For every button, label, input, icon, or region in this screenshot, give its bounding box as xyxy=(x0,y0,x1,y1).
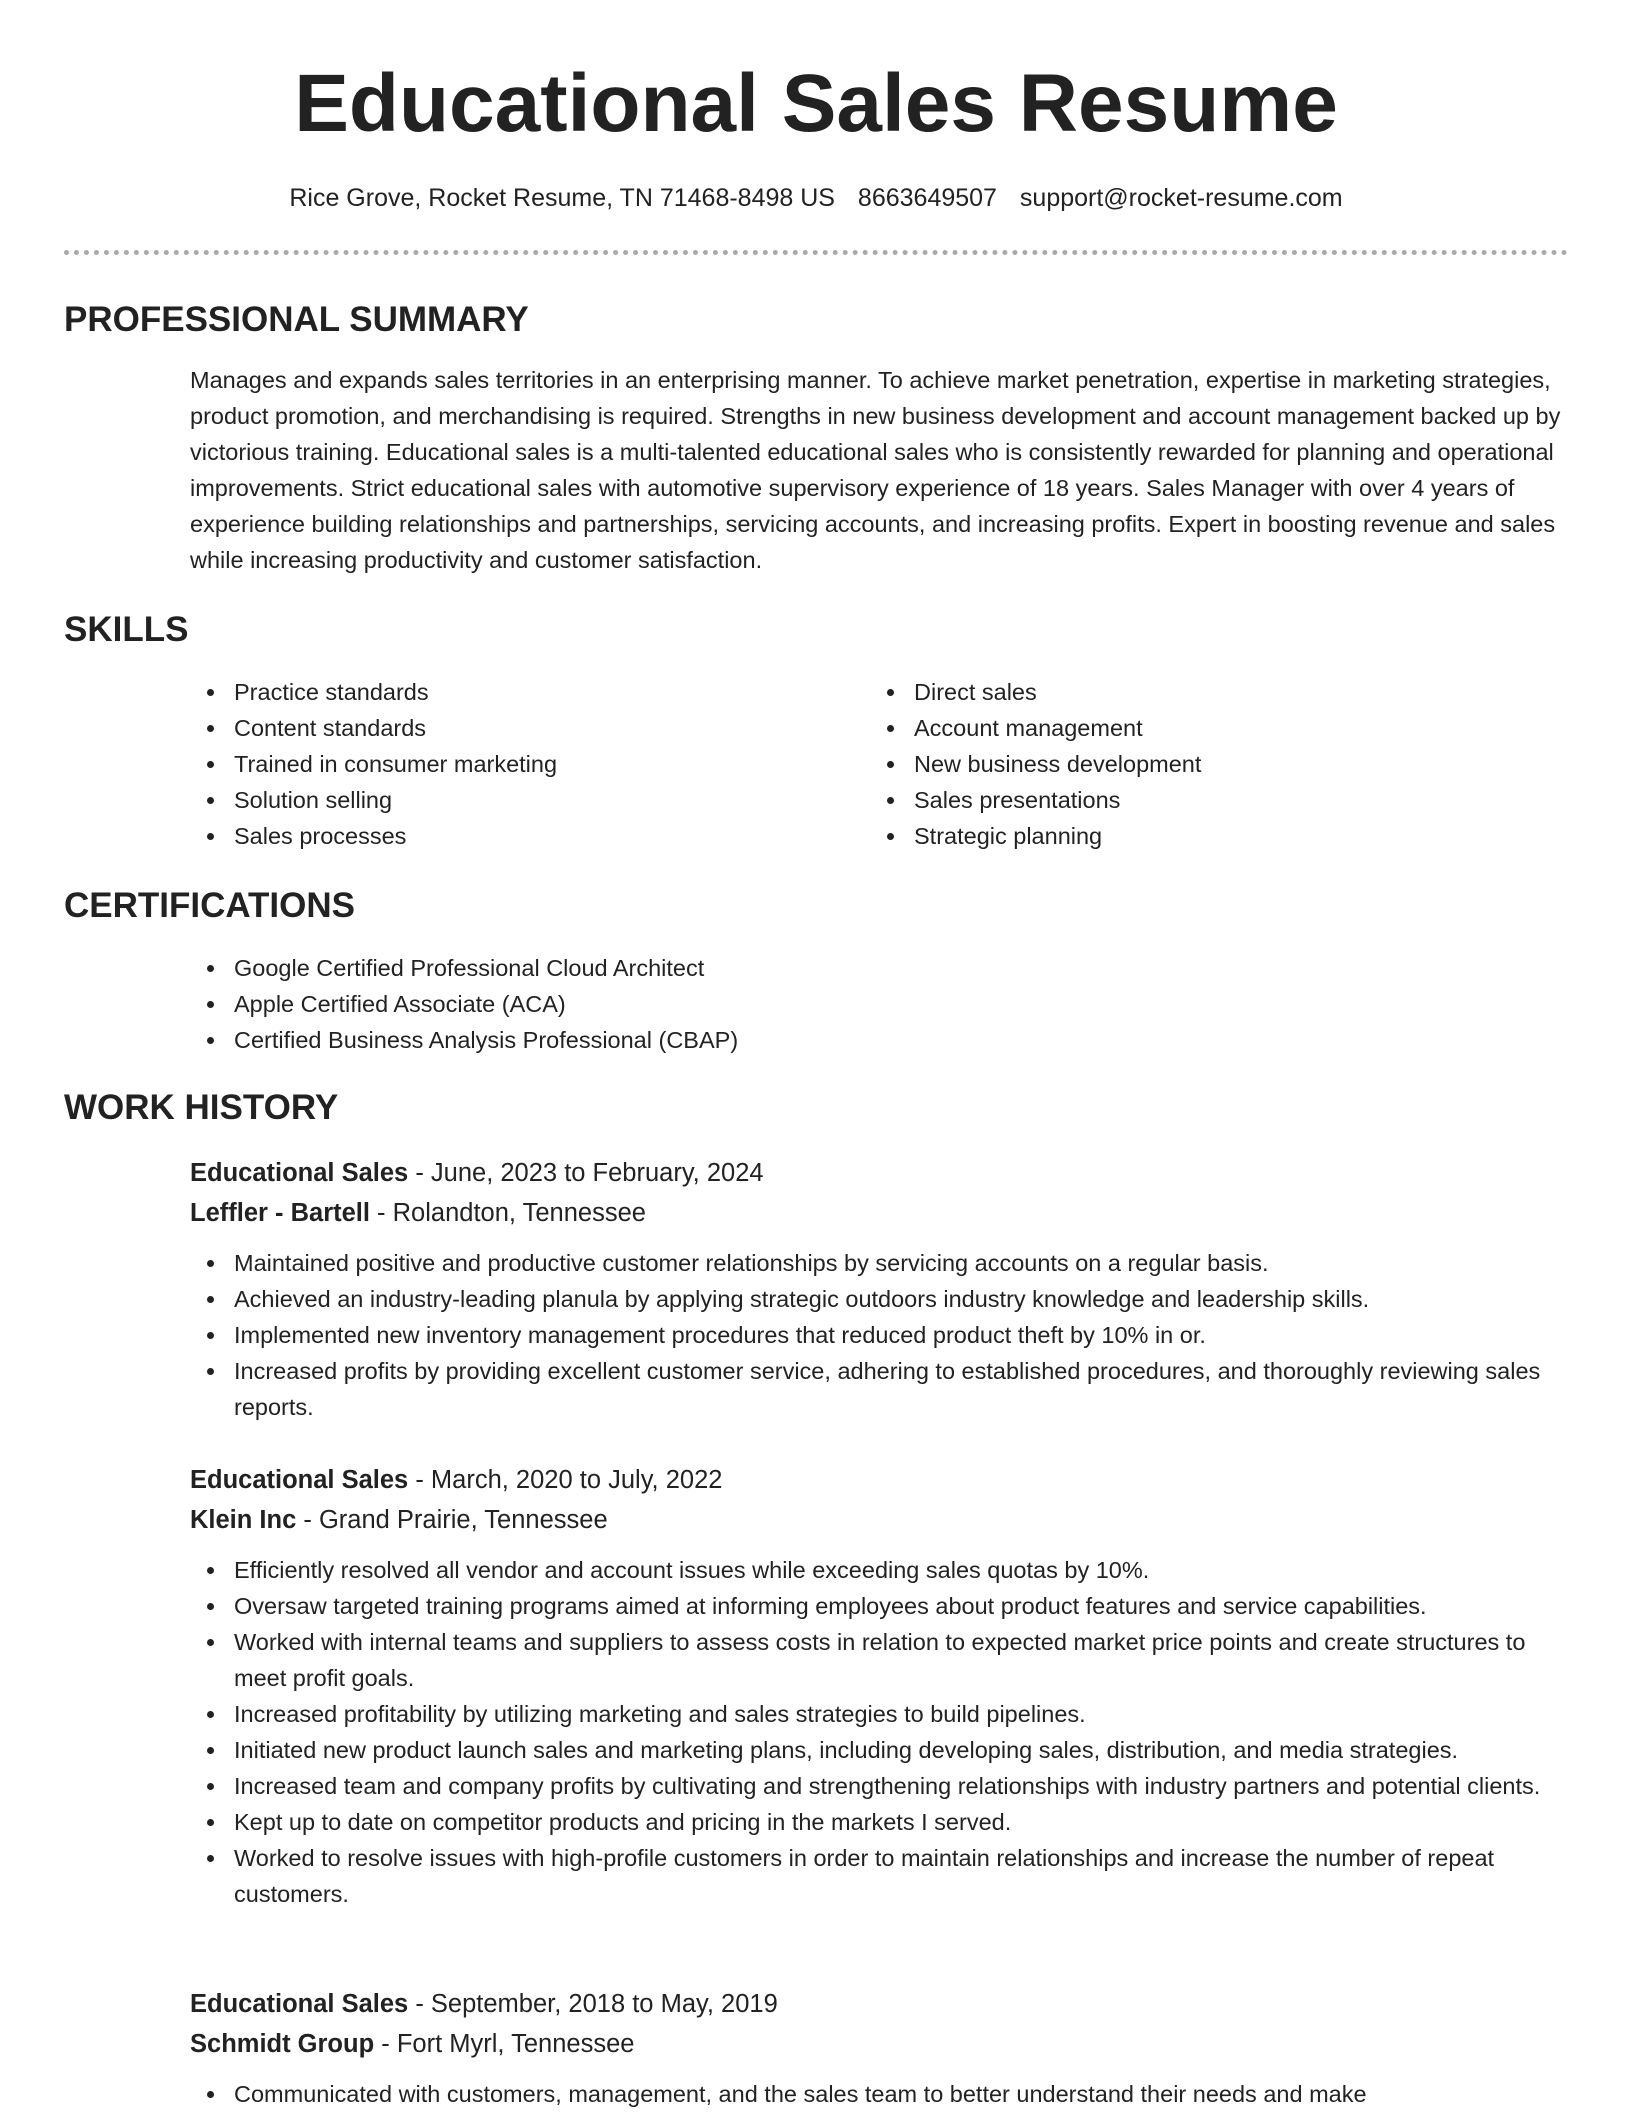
job-title: Educational Sales xyxy=(190,1466,409,1494)
job-title-line xyxy=(190,1153,1568,1193)
job-bullet: Communicated with customers, management, and the sales team to better understand their needs and make xyxy=(190,2076,1568,2112)
job-location: - Rolandton, Tennessee xyxy=(369,1199,646,1227)
job-bullet: Achieved an industry-leading planula by applying strategic outdoors industry knowledge and leadership skills. xyxy=(190,1281,1568,1317)
job-bullet: Increased profits by providing excellent customer service, adhering to established procedures, and thoroughly reviewing sales reports. xyxy=(190,1353,1568,1425)
job-bullet: Implemented new inventory management procedures that reduced product theft by 10% in or. xyxy=(190,1317,1568,1353)
job-dates: - March, 2020 to July, 2022 xyxy=(408,1466,723,1494)
job-title: Educational Sales xyxy=(190,1159,409,1187)
skill-item: Strategic planning xyxy=(870,818,1550,854)
job-company-line xyxy=(190,2024,1568,2064)
job-title-line xyxy=(190,1984,1568,2024)
certification-item: Google Certified Professional Cloud Architect xyxy=(190,950,1568,986)
skill-item: New business development xyxy=(870,746,1550,782)
skill-item: Account management xyxy=(870,710,1550,746)
certifications-list xyxy=(190,950,1568,1058)
job-company: Klein Inc xyxy=(190,1506,297,1534)
certifications-heading: CERTIFICATIONS xyxy=(64,886,356,925)
contact-phone: 8663649507 xyxy=(857,184,997,212)
job-company-line xyxy=(190,1500,1568,1540)
skills-grid xyxy=(190,674,1568,854)
contact-email: support@rocket-resume.com xyxy=(1019,184,1343,212)
job-dates: - June, 2023 to February, 2024 xyxy=(408,1159,764,1187)
job-details xyxy=(190,1984,1568,2112)
job-bullets xyxy=(190,1552,1568,1912)
job-location: - Fort Myrl, Tennessee xyxy=(374,2030,635,2058)
job-bullet: Increased team and company profits by cultivating and strengthening relationships with industry partners and potential clients. xyxy=(190,1768,1568,1804)
job-company: Leffler - Bartell xyxy=(190,1199,370,1227)
job-bullet: Kept up to date on competitor products and pricing in the markets I served. xyxy=(190,1804,1568,1840)
job-location: - Grand Prairie, Tennessee xyxy=(296,1506,608,1534)
skill-item: Solution selling xyxy=(190,782,870,818)
job-bullet: Efficiently resolved all vendor and account issues while exceeding sales quotas by 10%. xyxy=(190,1552,1568,1588)
summary-heading: PROFESSIONAL SUMMARY xyxy=(64,300,529,339)
contact-address: Rice Grove, Rocket Resume, TN 71468-8498 US xyxy=(289,184,835,212)
skills-section xyxy=(64,608,1568,854)
skill-item: Sales presentations xyxy=(870,782,1550,818)
job-bullet: Maintained positive and productive customer relationships by servicing accounts on a regular basis. xyxy=(190,1245,1568,1281)
job-bullet: Oversaw targeted training programs aimed at informing employees about product features and service capabilities. xyxy=(190,1588,1568,1624)
job-company: Schmidt Group xyxy=(190,2030,375,2058)
job-title: Educational Sales xyxy=(190,1990,409,2018)
certification-item: Certified Business Analysis Professional (CBAP) xyxy=(190,1022,1568,1058)
job-entry xyxy=(64,1153,1568,1425)
skill-item: Trained in consumer marketing xyxy=(190,746,870,782)
job-entry xyxy=(64,1984,1568,2112)
job-dates: - September, 2018 to May, 2019 xyxy=(408,1990,778,2018)
job-bullet: Increased profitability by utilizing marketing and sales strategies to build pipelines. xyxy=(190,1696,1568,1732)
certification-item: Apple Certified Associate (ACA) xyxy=(190,986,1568,1022)
job-title-line xyxy=(190,1460,1568,1500)
job-company-line xyxy=(190,1193,1568,1233)
skills-list-right xyxy=(870,674,1550,854)
skill-item: Content standards xyxy=(190,710,870,746)
skills-heading: SKILLS xyxy=(64,610,189,649)
resume-title: Educational Sales Resume xyxy=(294,58,1338,149)
skill-item: Sales processes xyxy=(190,818,870,854)
job-details xyxy=(190,1460,1568,1912)
job-bullet: Initiated new product launch sales and marketing plans, including developing sales, distribution, and media strategies. xyxy=(190,1732,1568,1768)
work-history-section xyxy=(64,1086,1568,1130)
job-bullets xyxy=(190,2076,1568,2112)
header-divider xyxy=(64,250,1568,255)
job-bullet: Worked to resolve issues with high-profile customers in order to maintain relationships and increase the number of repeat customers. xyxy=(190,1840,1568,1912)
work-history-heading: WORK HISTORY xyxy=(64,1088,339,1127)
job-bullet: Worked with internal teams and suppliers to assess costs in relation to expected market price points and create structures to meet profit goals. xyxy=(190,1624,1568,1696)
job-bullets xyxy=(190,1245,1568,1425)
contact-line xyxy=(0,181,1632,215)
skill-item: Practice standards xyxy=(190,674,870,710)
job-details xyxy=(190,1153,1568,1425)
job-entry xyxy=(64,1460,1568,1912)
skill-item: Direct sales xyxy=(870,674,1550,710)
summary-text: Manages and expands sales territories in an enterprising manner. To achieve market penetration, expertise in marketing strategies, product promotion, and merchandising is required. Strengths in new business development and account management backed up by victorious training. Educational sales is a multi-talented educational sales who is consistently rewarded for planning and operational improvements. Strict educational sales with automotive supervisory experience of 18 years. Sales Manager with over 4 years of experience building relationships and partnerships, servicing accounts, and increasing profits. Expert in boosting revenue and sales while increasing productivity and customer satisfaction. xyxy=(190,367,1561,573)
summary-section xyxy=(64,298,1568,578)
certifications-section xyxy=(64,884,1568,1058)
skills-list-left xyxy=(190,674,870,854)
